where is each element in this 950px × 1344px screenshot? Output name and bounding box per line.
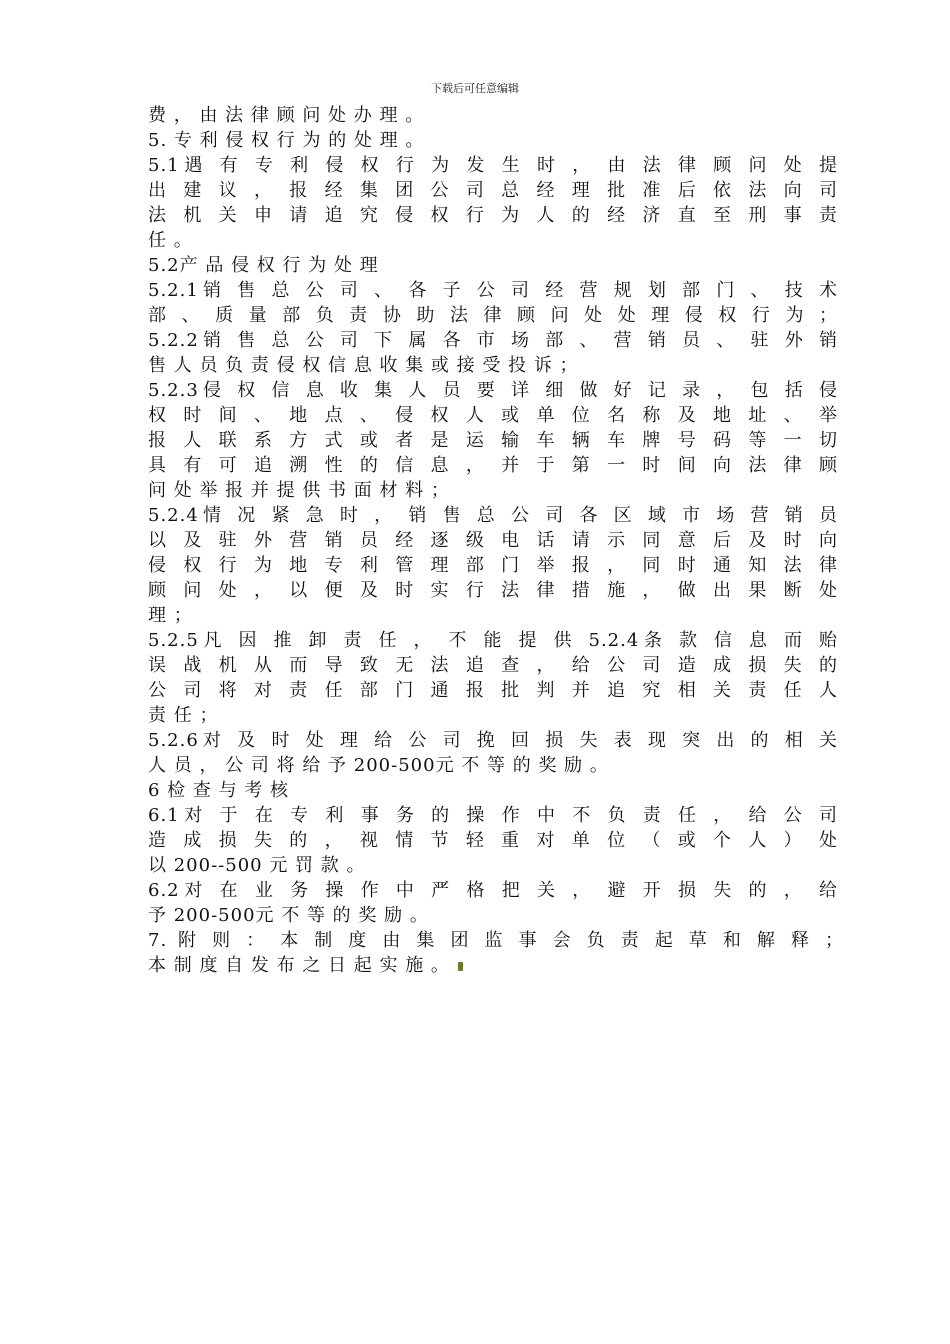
- text-line-content: 5.2.2销 售 总 公 司 下 属 各 市 场 部 、 营 销 员 、 驻 外 销: [148, 330, 838, 351]
- text-line: [148, 453, 838, 478]
- text-line-content: 予 200-500元 不 等 的 奖 励 。: [148, 905, 429, 926]
- text-line: [148, 728, 838, 753]
- text-line: [148, 428, 838, 453]
- text-line-content: 5.2.4情 况 紧 急 时 ， 销 售 总 公 司 各 区 域 市 场 营 销 员: [148, 505, 838, 526]
- text-line-content: 责 任 ；: [148, 705, 219, 726]
- text-line: [148, 203, 838, 228]
- page-header: 下载后可任意编辑: [431, 82, 519, 95]
- text-line: [148, 578, 838, 603]
- text-line: [148, 378, 838, 403]
- text-line-content: 6 检 查 与 考 核: [148, 780, 290, 801]
- text-line-content: 7. 附 则 ： 本 制 度 由 集 团 监 事 会 负 责 起 草 和 解 释 ；: [148, 930, 844, 951]
- text-line-content: 误 战 机 从 而 导 致 无 法 追 查 ， 给 公 司 造 成 损 失 的: [148, 655, 838, 676]
- text-line: [148, 928, 844, 953]
- text-line-content: 5.1遇 有 专 利 侵 权 行 为 发 生 时 ， 由 法 律 顾 问 处 提: [148, 155, 838, 176]
- text-line: [148, 153, 838, 178]
- text-line: [148, 253, 838, 278]
- text-line: [148, 128, 838, 153]
- text-line-content: 5.2.5凡 因 推 卸 责 任 ， 不 能 提 供 5.2.4条 款 信 息 而 贻: [148, 630, 838, 651]
- text-line-content: 人 员 ， 公 司 将 给 予 200-500元 不 等 的 奖 励 。: [148, 755, 609, 776]
- text-line-content: 以 200--500 元 罚 款 。: [148, 855, 366, 876]
- text-line-content: 侵 权 行 为 地 专 利 管 理 部 门 举 报 ， 同 时 通 知 法 律: [148, 555, 838, 576]
- text-line: [148, 478, 838, 503]
- text-line-content: 5.2产 品 侵 权 行 为 处 理: [148, 255, 379, 276]
- text-line: [148, 303, 838, 328]
- text-line: [148, 553, 838, 578]
- text-line: [148, 953, 838, 978]
- text-line: [148, 228, 838, 253]
- text-line-content: 出 建 议 ， 报 经 集 团 公 司 总 经 理 批 准 后 依 法 向 司: [148, 180, 838, 201]
- text-line: [148, 703, 838, 728]
- text-line-content: 5. 专 利 侵 权 行 为 的 处 理 。: [148, 130, 425, 151]
- text-line-content: 6.1对 于 在 专 利 事 务 的 操 作 中 不 负 责 任 ， 给 公 司: [148, 805, 838, 826]
- text-line-content: 造 成 损 失 的 ， 视 情 节 轻 重 对 单 位 （ 或 个 人 ） 处: [148, 830, 838, 851]
- text-line: [148, 528, 838, 553]
- text-line-content: 法 机 关 申 请 追 究 侵 权 行 为 人 的 经 济 直 至 刑 事 责: [148, 205, 838, 226]
- text-line-content: 以 及 驻 外 营 销 员 经 逐 级 电 话 请 示 同 意 后 及 时 向: [148, 530, 838, 551]
- document-body: [148, 103, 844, 978]
- text-line: [148, 778, 838, 803]
- text-line-content: 费 ， 由 法 律 顾 问 处 办 理 。: [148, 105, 425, 126]
- text-line: [148, 603, 838, 628]
- text-line: [148, 678, 838, 703]
- text-line: [148, 328, 838, 353]
- text-line: [148, 653, 838, 678]
- text-line-content: 5.2.6对 及 时 处 理 给 公 司 挽 回 损 失 表 现 突 出 的 相 关: [148, 730, 838, 751]
- text-line-content: 公 司 将 对 责 任 部 门 通 报 批 判 并 追 究 相 关 责 任 人: [148, 680, 838, 701]
- text-line-content: 6.2对 在 业 务 操 作 中 严 格 把 关 ， 避 开 损 失 的 ， 给: [148, 880, 838, 901]
- text-line: [148, 103, 838, 128]
- text-line-content: 顾 问 处 ， 以 便 及 时 实 行 法 律 措 施 ， 做 出 果 断 处: [148, 580, 838, 601]
- text-line-content: 权 时 间 、 地 点 、 侵 权 人 或 单 位 名 称 及 地 址 、 举: [148, 405, 838, 426]
- text-line-content: 5.2.3侵 权 信 息 收 集 人 员 要 详 细 做 好 记 录 ， 包 括 侵: [148, 380, 838, 401]
- text-line: [148, 828, 838, 853]
- text-line-content: 具 有 可 追 溯 性 的 信 息 ， 并 于 第 一 时 间 向 法 律 顾: [148, 455, 838, 476]
- text-line-content: 部 、 质 量 部 负 责 协 助 法 律 顾 问 处 处 理 侵 权 行 为 ；: [148, 305, 838, 326]
- end-marker-icon: [458, 962, 463, 971]
- text-line: [148, 503, 838, 528]
- text-line-content: 售 人 员 负 责 侵 权 信 息 收 集 或 接 受 投 诉 ；: [148, 355, 579, 376]
- text-line: [148, 753, 838, 778]
- text-line: [148, 878, 838, 903]
- text-line-content: 理 ；: [148, 605, 193, 626]
- text-line: [148, 278, 838, 303]
- text-line: [148, 903, 838, 928]
- text-line: [148, 803, 838, 828]
- text-line: [148, 353, 838, 378]
- text-line: [148, 853, 838, 878]
- text-line: [148, 178, 838, 203]
- text-line: [148, 628, 838, 653]
- text-line: [148, 403, 838, 428]
- text-line-content: 5.2.1销 售 总 公 司 、 各 子 公 司 经 营 规 划 部 门 、 技 术: [148, 280, 838, 301]
- text-line-content: 问 处 举 报 并 提 供 书 面 材 料 ；: [148, 480, 450, 501]
- text-line-content: 本 制 度 自 发 布 之 日 起 实 施 。: [148, 955, 450, 976]
- text-line-content: 任 。: [148, 230, 193, 251]
- text-line-content: 报 人 联 系 方 式 或 者 是 运 输 车 辆 车 牌 号 码 等 一 切: [148, 430, 838, 451]
